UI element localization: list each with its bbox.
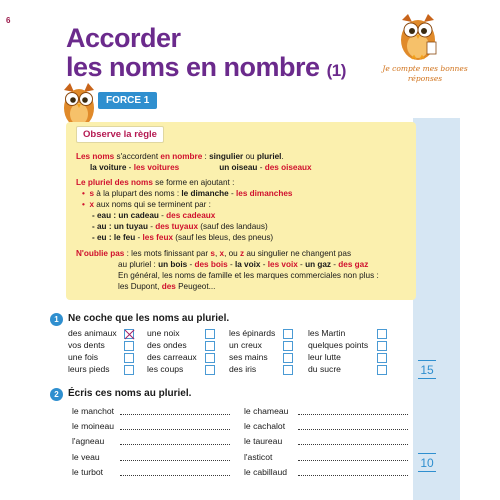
exercise-2-score: 10: [420, 456, 434, 470]
rule-line-9: N'oublie pas : les mots finissant par s, x, ou z au singulier ne changent pas: [76, 249, 352, 258]
noun-option-label: vos dents: [68, 340, 105, 350]
rule-line-11: En général, les noms de famille et les marques commerciales non plus :: [118, 271, 379, 280]
noun-option-label: des animaux: [68, 328, 117, 338]
noun-checkbox[interactable]: [377, 353, 387, 363]
singular-noun-label: le taureau: [244, 436, 283, 446]
noun-checkbox[interactable]: [377, 329, 387, 339]
noun-option-label: une noix: [147, 328, 180, 338]
answer-blank[interactable]: [298, 414, 408, 415]
singular-noun-label: l'agneau: [72, 436, 105, 446]
rule-line-1: Les noms s'accordent en nombre : singulier ou pluriel.: [76, 152, 284, 161]
noun-option-label: leur lutte: [308, 352, 341, 362]
score-divider: [418, 378, 436, 379]
singular-noun-label: le cachalot: [244, 421, 286, 431]
exercise-1-number: 1: [50, 313, 63, 326]
singular-noun-label: le cabillaud: [244, 467, 287, 477]
noun-option-label: des carreaux: [147, 352, 197, 362]
rule-line-5: • x aux noms qui se terminent par :: [82, 200, 211, 209]
noun-checkbox[interactable]: [283, 341, 293, 351]
noun-checkbox[interactable]: [124, 353, 134, 363]
noun-option-label: une fois: [68, 352, 99, 362]
noun-checkbox[interactable]: [205, 341, 215, 351]
answer-blank[interactable]: [298, 475, 408, 476]
rule-header: Observe la règle: [76, 126, 164, 143]
noun-option-label: des ondes: [147, 340, 187, 350]
noun-checkbox[interactable]: [205, 329, 215, 339]
noun-checkbox[interactable]: [124, 341, 134, 351]
answer-blank[interactable]: [120, 475, 230, 476]
rule-line-12: les Dupont, des Peugeot...: [118, 282, 216, 291]
exercise-2-title: Écris ces noms au pluriel.: [68, 388, 192, 399]
rule-line-10: au pluriel : un bois - des bois - la voix - les voix - un gaz - des gaz: [118, 260, 369, 269]
answer-blank[interactable]: [298, 444, 408, 445]
bullet-icon: •: [82, 200, 85, 209]
noun-checkbox[interactable]: [377, 341, 387, 351]
rule-line-8: - eu : le feu - les feux (sauf les bleus, des pneus): [92, 233, 274, 242]
score-divider: [418, 471, 436, 472]
answer-blank[interactable]: [120, 414, 230, 415]
force-badge: FORCE 1: [98, 92, 157, 109]
singular-noun-label: le moineau: [72, 421, 115, 431]
singular-noun-label: l'asticot: [244, 452, 273, 462]
rule-line-2: la voiture - les voitures un oiseau - des oiseaux: [90, 163, 312, 172]
noun-option-label: du sucre: [308, 364, 341, 374]
answer-blank[interactable]: [298, 460, 408, 461]
noun-checkbox[interactable]: [377, 365, 387, 375]
answer-blank[interactable]: [120, 460, 230, 461]
noun-checkbox[interactable]: [283, 329, 293, 339]
page-number: 6: [6, 16, 11, 25]
owl-mascot-icon: [394, 10, 442, 62]
noun-option-label: des iris: [229, 364, 257, 374]
noun-checkbox[interactable]: [124, 365, 134, 375]
noun-option-label: ses mains: [229, 352, 268, 362]
bullet-icon: •: [82, 189, 85, 198]
singular-noun-label: le turbot: [72, 467, 104, 477]
noun-checkbox[interactable]: [283, 365, 293, 375]
singular-noun-label: le manchot: [72, 406, 115, 416]
exercise-2-number: 2: [50, 388, 63, 401]
page-title: [66, 24, 346, 85]
noun-option-label: un creux: [229, 340, 262, 350]
exercise-1-score: 15: [420, 363, 434, 377]
rule-line-4: • s à la plupart des noms : le dimanche - les dimanches: [82, 189, 293, 198]
noun-checkbox[interactable]: [124, 329, 134, 339]
singular-noun-label: le veau: [72, 452, 100, 462]
noun-checkbox[interactable]: [205, 365, 215, 375]
noun-option-label: leurs pieds: [68, 364, 110, 374]
noun-checkbox[interactable]: [205, 353, 215, 363]
noun-option-label: les coups: [147, 364, 184, 374]
score-divider: [418, 453, 436, 454]
owl-note: Je compte mes bonnes réponses: [382, 64, 468, 83]
noun-option-label: quelques points: [308, 340, 369, 350]
rule-line-6: - eau : un cadeau - des cadeaux: [92, 211, 216, 220]
singular-noun-label: le chameau: [244, 406, 289, 416]
noun-option-label: les épinards: [229, 328, 276, 338]
answer-blank[interactable]: [120, 429, 230, 430]
answer-blank[interactable]: [298, 429, 408, 430]
title-line-2: les noms en nombre (1): [66, 52, 346, 82]
rule-line-3: Le pluriel des noms se forme en ajoutant :: [76, 178, 235, 187]
exercise-1-title: Ne coche que les noms au pluriel.: [68, 313, 230, 324]
noun-option-label: les Martin: [308, 328, 346, 338]
rule-line-7: - au : un tuyau - des tuyaux (sauf des landaus): [92, 222, 268, 231]
answer-blank[interactable]: [120, 444, 230, 445]
noun-checkbox[interactable]: [283, 353, 293, 363]
score-sidebar: [413, 118, 460, 500]
score-divider: [418, 360, 436, 361]
title-suffix: (1): [326, 61, 346, 80]
title-line-1: Accorder: [66, 23, 181, 53]
